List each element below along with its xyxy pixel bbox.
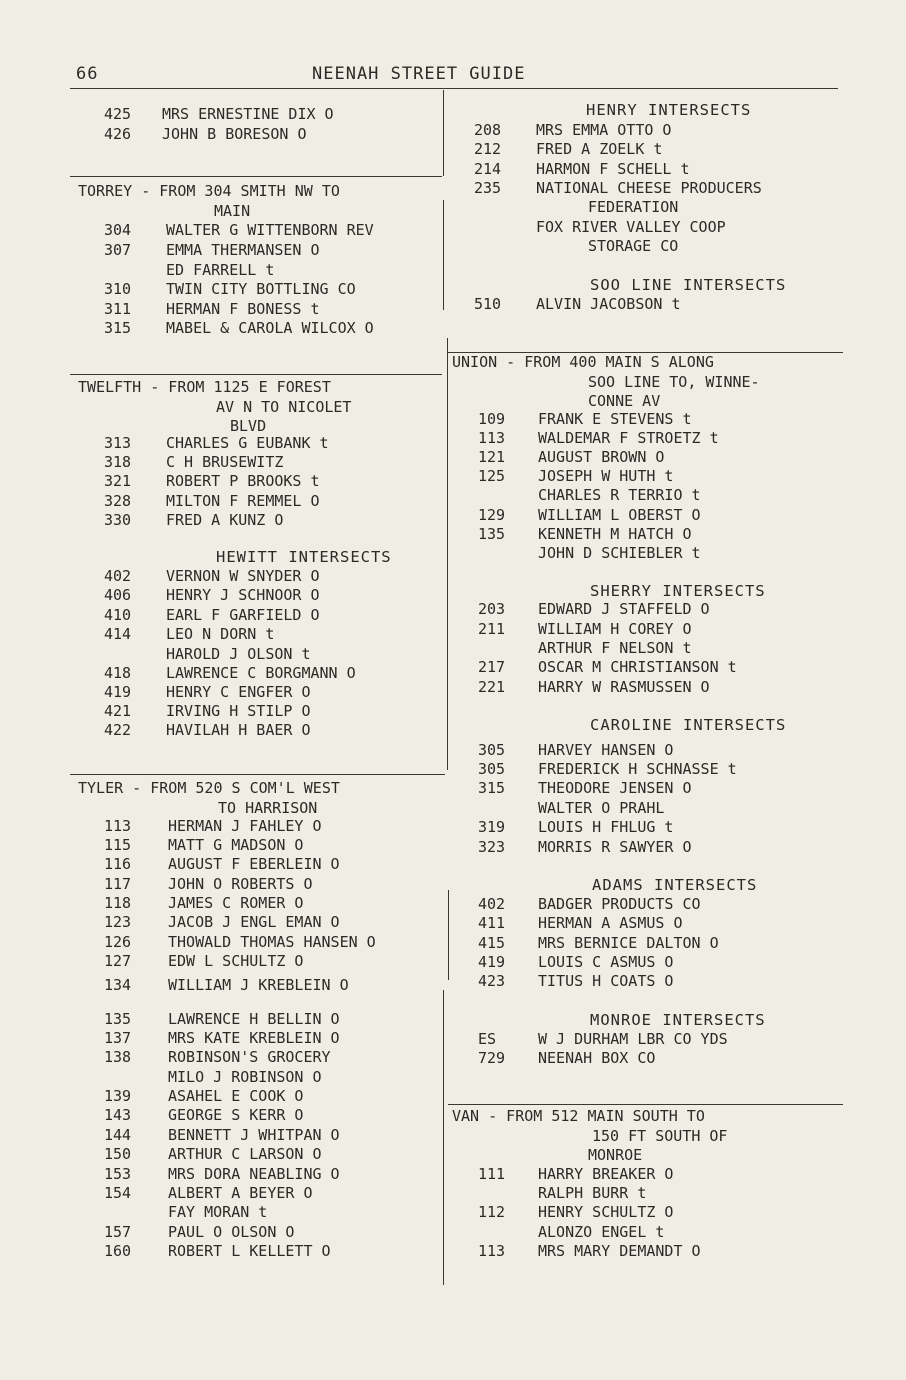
intersects-heading-sherry: SHERRY INTERSECTS — [590, 582, 766, 600]
intersects-heading-monroe: MONROE INTERSECTS — [590, 1011, 766, 1029]
street-heading-tyler: TYLER - FROM 520 S COM'L WEST TO HARRISON — [78, 779, 340, 817]
column-divider — [447, 338, 448, 770]
header-rule — [70, 88, 838, 89]
section-rule — [448, 1104, 843, 1105]
intersects-heading-adams: ADAMS INTERSECTS — [592, 876, 758, 894]
section-rule — [70, 774, 445, 775]
street-heading-union: UNION - FROM 400 MAIN S ALONG SOO LINE TO, WINNE- CONNE AV — [452, 353, 760, 410]
intersects-heading-caroline: CAROLINE INTERSECTS — [590, 716, 787, 734]
section-rule — [70, 176, 442, 177]
intersects-heading-hewitt: HEWITT INTERSECTS — [216, 548, 392, 566]
column-divider — [443, 200, 444, 310]
column-divider — [443, 990, 444, 1285]
intersects-heading-soo-line: SOO LINE INTERSECTS — [590, 276, 787, 294]
street-heading-van: VAN - FROM 512 MAIN SOUTH TO 150 FT SOUTH OF MONROE — [452, 1107, 728, 1164]
column-divider — [443, 90, 444, 176]
intersects-heading-henry: HENRY INTERSECTS — [586, 101, 752, 119]
section-rule — [70, 374, 442, 375]
running-title: NEENAH STREET GUIDE — [312, 64, 526, 84]
column-divider — [448, 890, 449, 980]
page-number: 66 — [76, 64, 99, 84]
street-heading-twelfth: TWELFTH - FROM 1125 E FOREST AV N TO NICOLET BLVD — [78, 378, 352, 435]
street-heading-torrey: TORREY - FROM 304 SMITH NW TO MAIN — [78, 182, 340, 220]
